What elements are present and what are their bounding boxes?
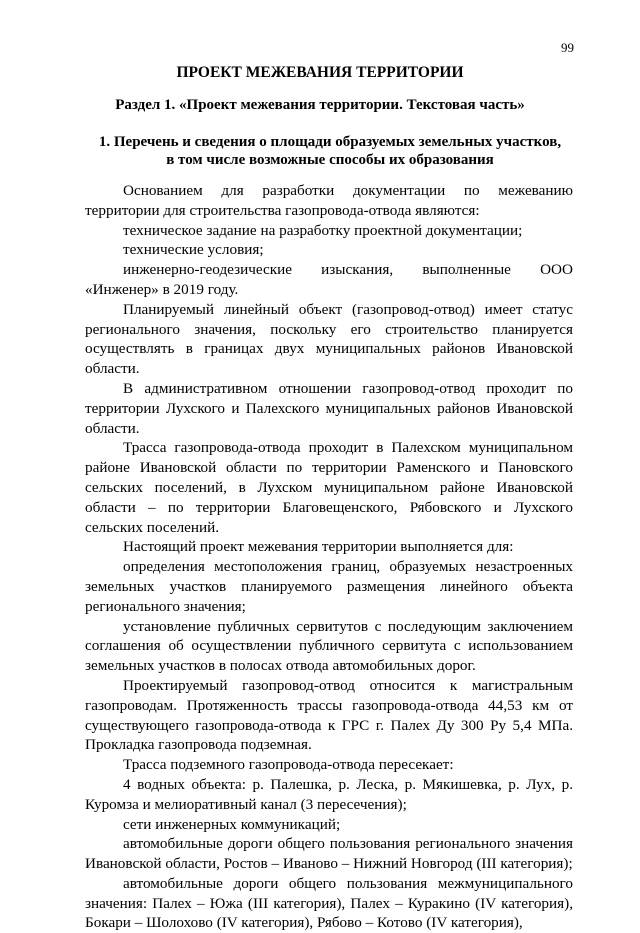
paragraph: В административном отношении газопровод-отвод проходит по территории Лухского и Палехского муниципальных районов Ивановской области. (85, 379, 573, 437)
paragraph: установление публичных сервитутов с последующим заключением соглашения об осуществлении публичного сервитута с использованием земельных участков в полосах отвода автомобильных дорог. (85, 617, 573, 675)
paragraph: Настоящий проект межевания территории выполняется для: (123, 538, 514, 556)
paragraph: автомобильные дороги общего пользования регионального значения Ивановской области, Ростов – Иваново – Нижний Новгород (III категория); (85, 835, 573, 873)
paragraph: Основанием для разработки документации по межеванию территории для строительства газопровода-отвода являются: (85, 182, 573, 219)
paragraph: Проектируемый газопровод-отвод относится к магистральным газопроводам. Протяженность трассы газопровода-отвода 44,53 км от существующего газопровода-отвода к ГРС г. Палех Ду 300 Ру 5,4 МПа. Прокладка газопровода подземная. (85, 676, 573, 754)
paragraph: Планируемый линейный объект (газопровод-отвод) имеет статус регионального значения, поскольку его строительство планируется осуществлять в границах двух муниципальных районов Ивановской области. (85, 300, 573, 378)
subsection-title-line-2: в том числе возможные способы их образования (166, 152, 494, 168)
paragraph: инженерно-геодезические изыскания, выполненные ООО «Инженер» в 2019 году. (85, 261, 573, 298)
paragraph: 4 водных объекта: р. Палешка, р. Леска, р. Мякишевка, р. Лух, р. Куромза и мелиоративный канал (3 пересечения); (85, 775, 573, 813)
paragraph: Трасса газопровода-отвода проходит в Палехском муниципальном районе Ивановской области по территории Раменского и Пановского сельских поселений, в Лухском муниципальном районе Ивановской области – по территории Благовещенского, Рябовского и Лухского сельских поселений. (85, 439, 573, 536)
paragraph: сети инженерных коммуникаций; (123, 815, 341, 833)
page-number: 99 (561, 40, 574, 55)
paragraph: автомобильные дороги общего пользования межмуниципального значения: Палех – Южа (III категория), Палех – Куракино (IV категория), Бокари – Шолохово (IV категория), Рябово – Котово (IV категория), (85, 874, 573, 932)
subsection-title (80, 133, 580, 169)
subsection-title-line-1: 1. Перечень и сведения о площади образуемых земельных участков, (98, 134, 562, 150)
document-title: ПРОЕКТ МЕЖЕВАНИЯ ТЕРРИТОРИИ (176, 64, 464, 81)
paragraph: технические условия; (123, 241, 264, 259)
body-text (85, 181, 573, 933)
paragraph: определения местоположения границ, образуемых незастроенных земельных участков планируемого размещения линейного объекта регионального значения; (85, 558, 573, 615)
paragraph: Трасса подземного газопровода-отвода пересекает: (123, 756, 454, 774)
section-title: Раздел 1. «Проект межевания территории. Текстовая часть» (115, 97, 525, 113)
paragraph: техническое задание на разработку проектной документации; (123, 221, 523, 239)
